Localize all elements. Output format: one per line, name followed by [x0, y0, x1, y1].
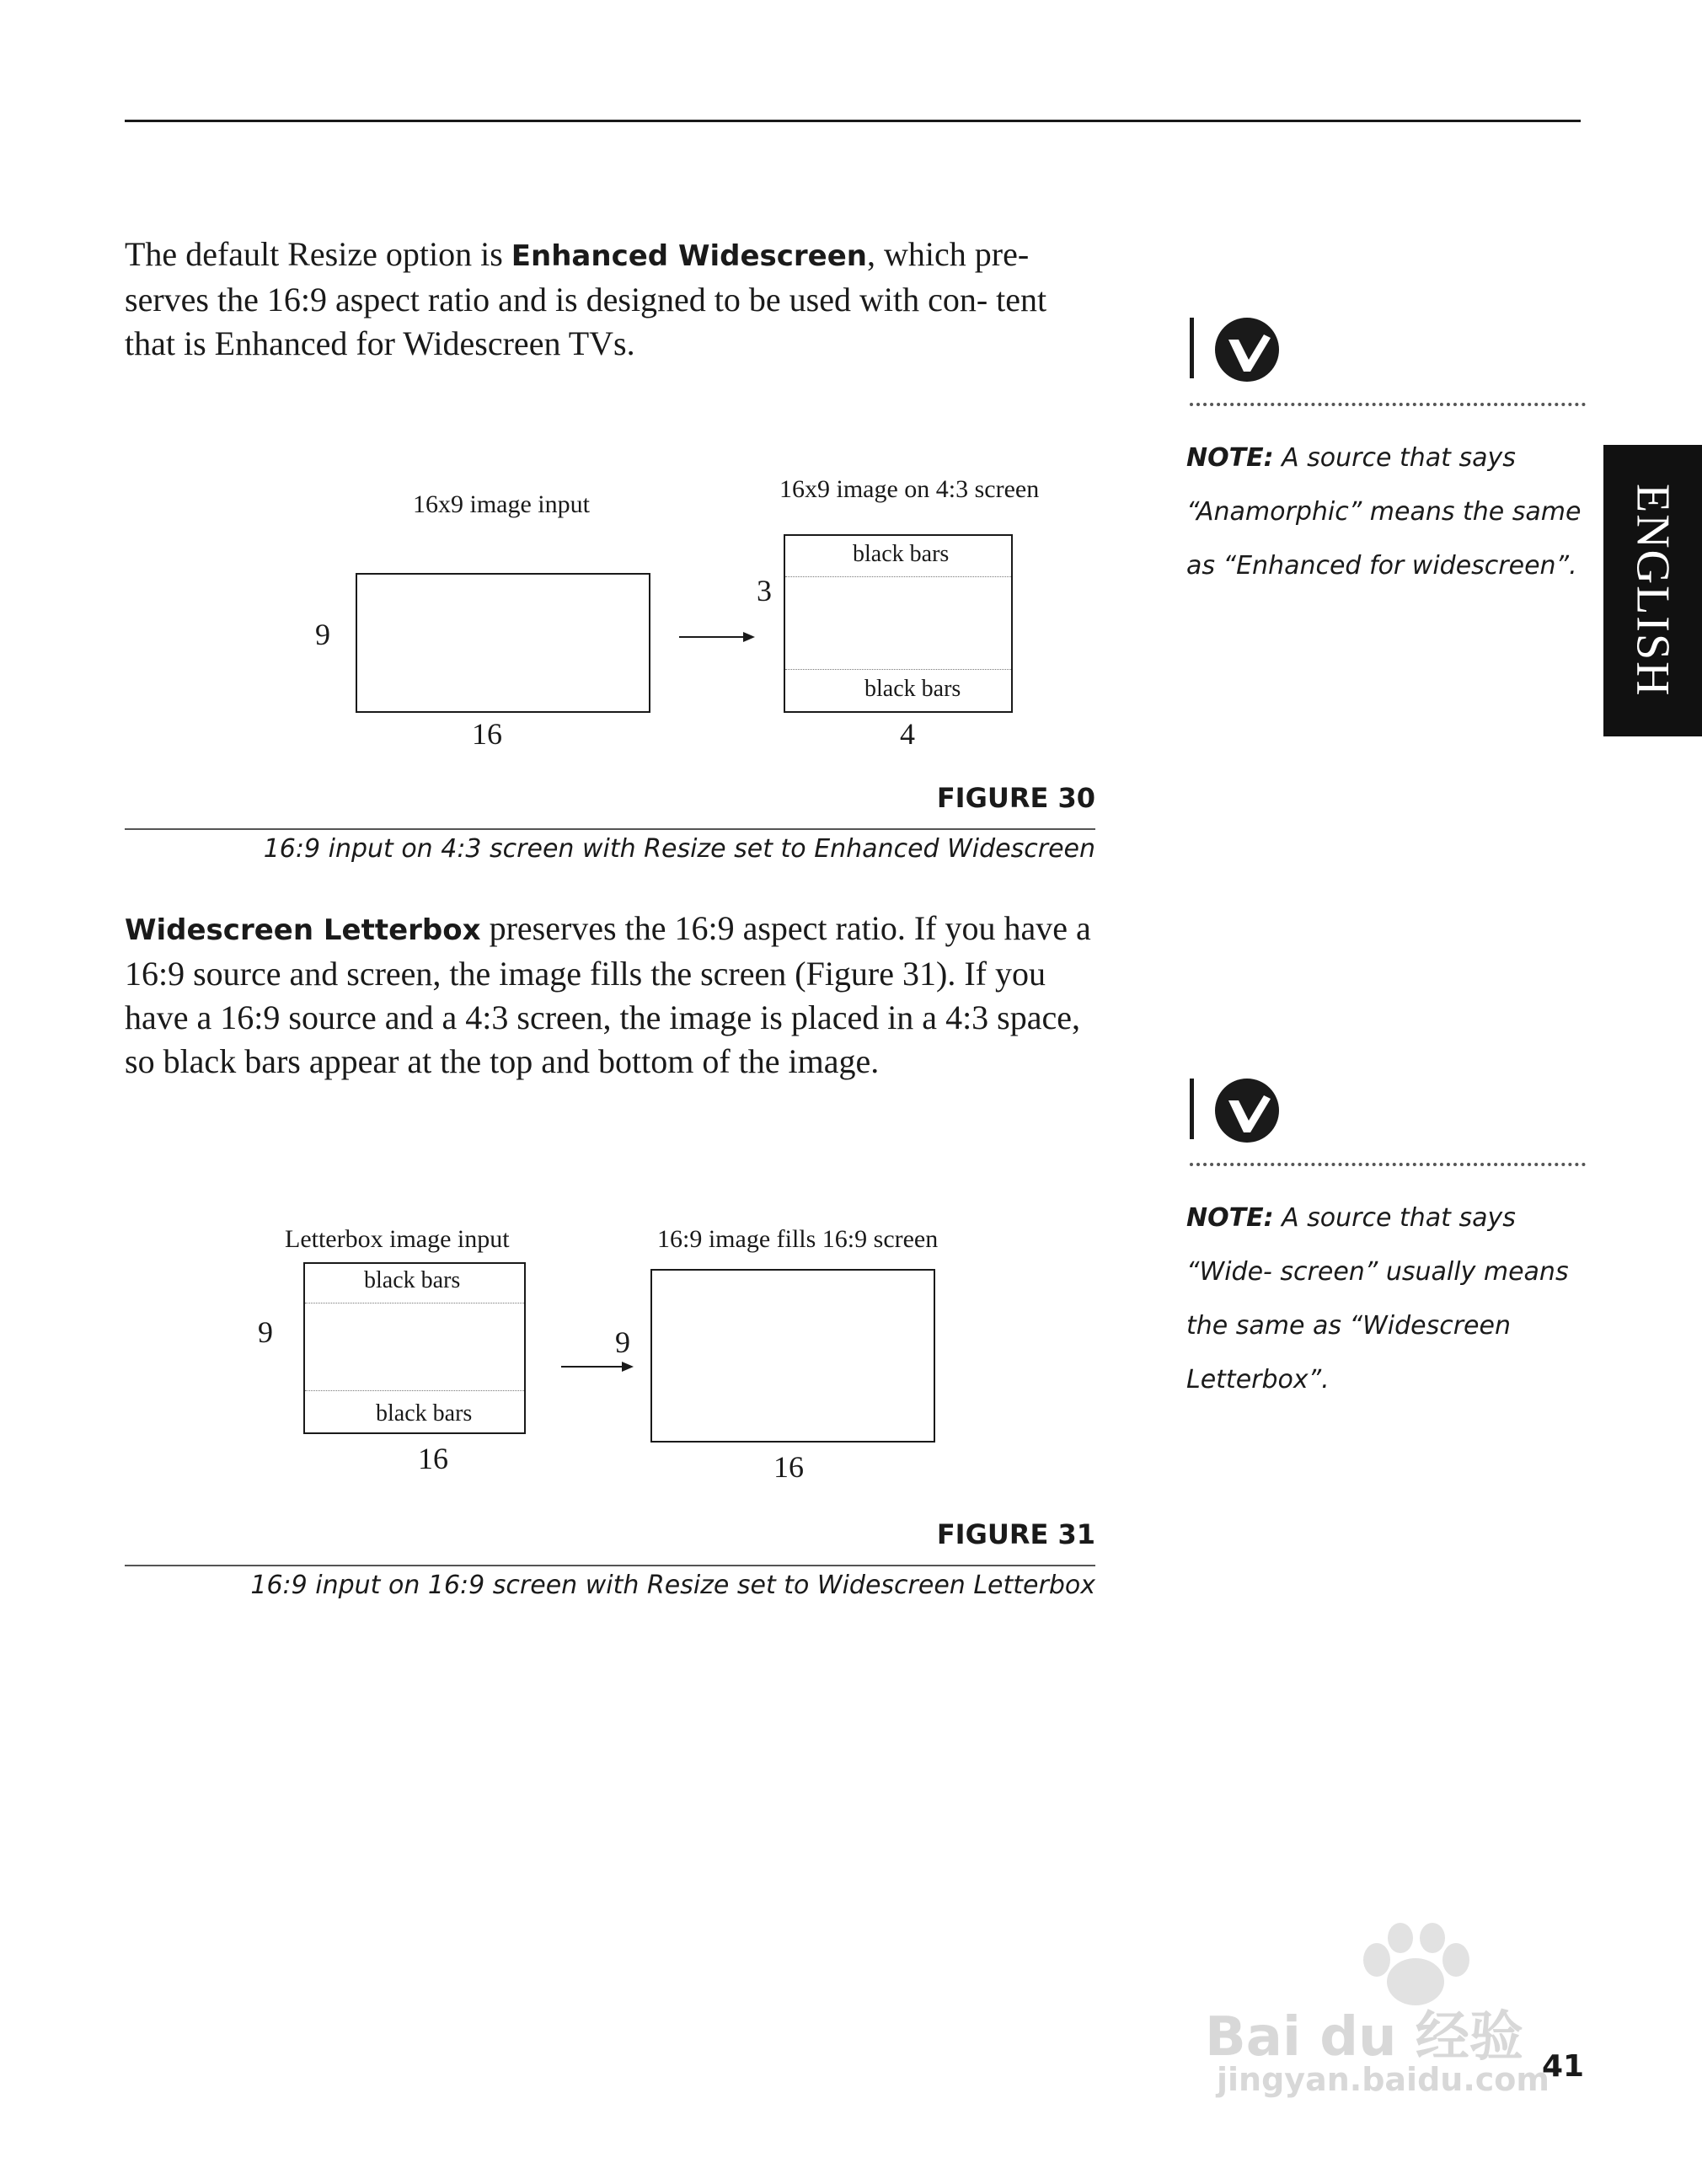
figure-30-label: FIGURE 30 — [936, 782, 1095, 814]
language-tab-label: ENGLISH — [1626, 484, 1679, 698]
fig31-dim-9-left: 9 — [258, 1315, 273, 1349]
fig30-input-box — [356, 573, 650, 713]
figure-31-rule — [125, 1565, 1095, 1566]
paragraph-widescreen-letterbox — [125, 907, 1094, 1084]
figure-30-diagram — [286, 472, 1112, 758]
fig31-dim-16-right: 16 — [773, 1450, 804, 1484]
fig30-dim-4: 4 — [900, 717, 915, 751]
note-icon-2 — [1190, 1077, 1282, 1144]
fig31-dim-16-left: 16 — [418, 1442, 448, 1475]
fig31-output-box — [650, 1269, 935, 1443]
figure-30-caption: 16:9 input on 4:3 screen with Resize set to Enhanced Widescreen — [263, 834, 1095, 864]
fig30-arrow — [679, 629, 755, 645]
para1-pre: The default Resize option is — [125, 235, 511, 273]
fig30-output-box — [784, 534, 1013, 713]
para1-post: , which pre- serves the 16:9 aspect ratio and is designed to be used with con- tent that is Enhanced for Widescreen TVs. — [125, 235, 1047, 362]
note-anamorphic — [1186, 431, 1591, 593]
fig30-dim-16: 16 — [472, 717, 502, 751]
figure-31-label: FIGURE 31 — [936, 1518, 1095, 1550]
note-divider — [1190, 403, 1586, 406]
para2-bold: Widescreen Letterbox — [125, 913, 481, 947]
para2-post: preserves the 16:9 aspect ratio. If you have a 16:9 source and screen, the image fills the screen (Figure 31). If you have a 16:9 source and a 4:3 screen, the image is placed in a 4:3 space, so black bars appear at the top and bottom of the image. — [125, 909, 1091, 1080]
fig31-dim-9-right: 9 — [615, 1325, 630, 1359]
note1-label: NOTE: — [1186, 443, 1274, 473]
paragraph-enhanced-widescreen — [125, 233, 1085, 366]
figure-31-diagram — [244, 1220, 1003, 1490]
note-divider-2 — [1190, 1163, 1586, 1166]
note2-label: NOTE: — [1186, 1203, 1274, 1233]
note1-text: A source that says “Anamorphic” means the same as “Enhanced for widescreen”. — [1186, 443, 1582, 581]
fig30-label-output: 16x9 image on 4:3 screen — [779, 475, 1040, 503]
note2-text: A source that says “Wide- screen” usually means the same as “Widescreen Letterbox”. — [1186, 1203, 1569, 1394]
figure-30-rule — [125, 828, 1095, 830]
fig31-bar-bottom-line — [305, 1390, 524, 1391]
fig30-bars-bottom: black bars — [864, 676, 961, 702]
note-icon — [1190, 316, 1282, 383]
header-rule — [125, 120, 1581, 122]
para1-bold: Enhanced Widescreen — [511, 239, 867, 273]
fig31-label-input: Letterbox image input — [285, 1225, 510, 1253]
fig30-dim-3: 3 — [757, 574, 772, 608]
fig31-input-box — [303, 1262, 526, 1434]
note-widescreen — [1186, 1191, 1591, 1407]
fig31-bars-top: black bars — [364, 1267, 461, 1293]
watermark-url: jingyan.baidu.com — [1217, 2061, 1549, 2098]
fig31-arrow — [561, 1358, 637, 1375]
figure-31-caption: 16:9 input on 16:9 screen with Resize set to Widescreen Letterbox — [250, 1571, 1095, 1600]
page-number: 41 — [1542, 2049, 1585, 2084]
fig31-bars-bottom: black bars — [376, 1400, 473, 1427]
fig30-label-input: 16x9 image input — [413, 490, 590, 518]
fig30-bar-bottom-line — [785, 669, 1011, 670]
fig31-label-output: 16:9 image fills 16:9 screen — [657, 1225, 939, 1253]
watermark-brand: Bai du 经验 — [1205, 2006, 1523, 2069]
language-tab — [1603, 445, 1702, 736]
fig30-bar-top-line — [785, 576, 1011, 577]
fig30-dim-9: 9 — [315, 618, 330, 651]
fig30-bars-top: black bars — [853, 541, 950, 567]
